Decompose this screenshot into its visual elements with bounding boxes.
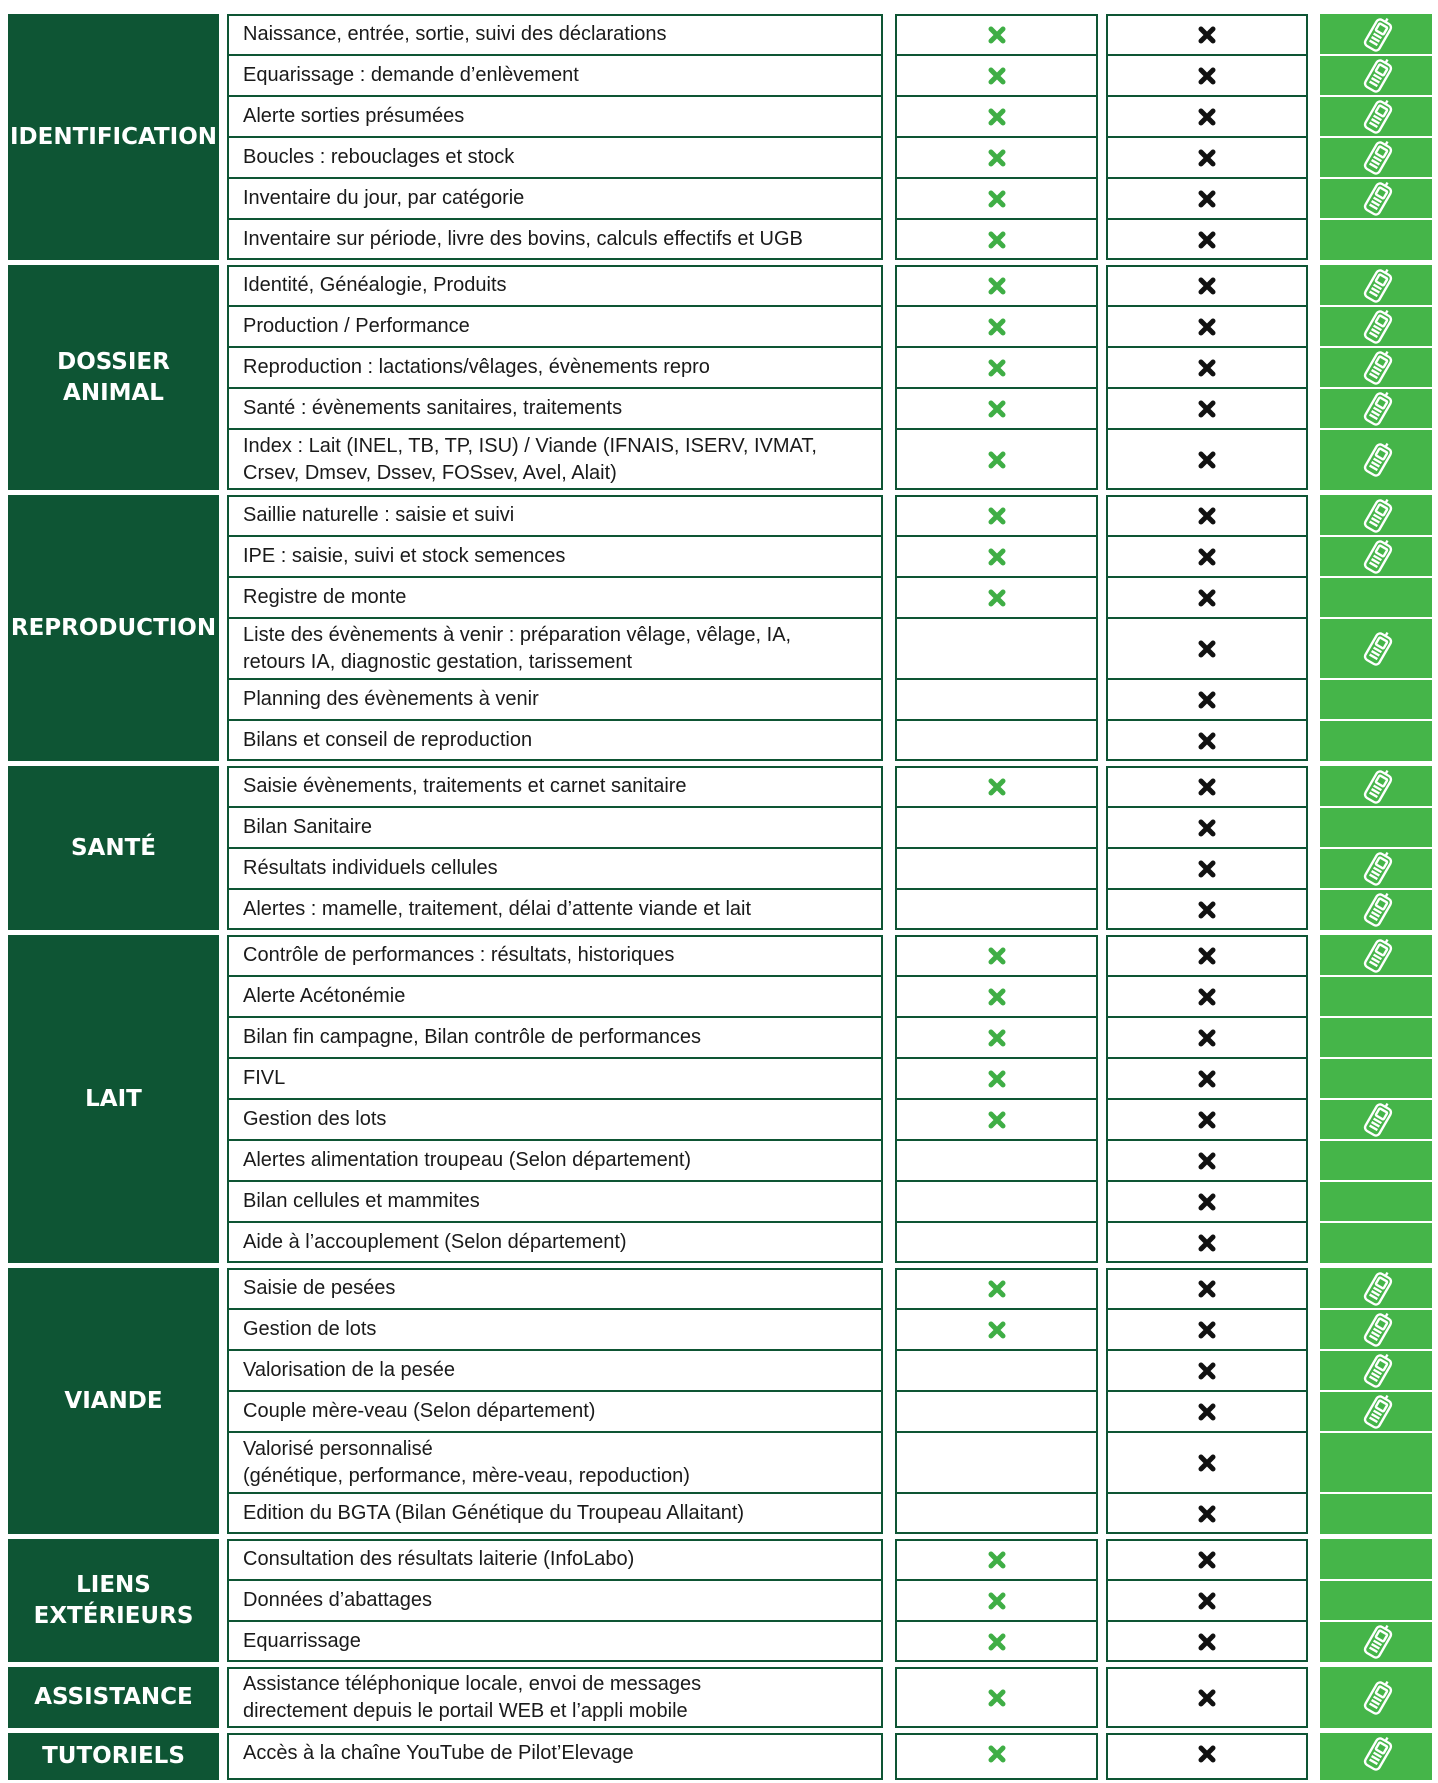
- row-divider: [895, 1349, 1098, 1351]
- row-divider: [1320, 719, 1432, 721]
- black-cross-icon: [1195, 1493, 1219, 1534]
- black-cross-icon: [1195, 1733, 1219, 1774]
- black-cross-icon: [1195, 766, 1219, 807]
- black-cross-icon: [1195, 536, 1219, 577]
- green-cross-icon: [985, 1667, 1009, 1728]
- black-cross-icon: [1195, 1580, 1219, 1621]
- green-cross-icon: [985, 219, 1009, 260]
- green-cross-icon: [985, 1733, 1009, 1774]
- black-cross-icon: [1195, 96, 1219, 137]
- feature-label: Couple mère-veau (Selon département): [243, 1400, 596, 1422]
- black-cross-icon: [1195, 1140, 1219, 1181]
- row-divider: [895, 678, 1098, 680]
- feature-label: Inventaire sur période, livre des bovins, calculs effectifs et UGB: [243, 228, 803, 250]
- black-cross-icon: [1195, 306, 1219, 347]
- green-cross-icon: [985, 1539, 1009, 1580]
- feature-label: Saillie naturelle : saisie et suivi: [243, 504, 515, 526]
- black-cross-icon: [1195, 1058, 1219, 1099]
- black-cross-icon: [1195, 1432, 1219, 1493]
- green-cross-icon: [985, 976, 1009, 1017]
- feature-label: Production / Performance: [243, 315, 470, 337]
- green-cross-icon: [985, 306, 1009, 347]
- green-cross-icon: [985, 388, 1009, 429]
- feature-label: Boucles : rebouclages et stock: [243, 146, 515, 168]
- row-divider: [1320, 1431, 1432, 1433]
- category-cell: [8, 766, 219, 930]
- black-cross-icon: [1195, 14, 1219, 55]
- black-cross-icon: [1195, 720, 1219, 761]
- row-divider: [1320, 1016, 1432, 1018]
- category-label: SANTÉ: [70, 834, 156, 861]
- mobile-phone-icon: [1359, 495, 1397, 536]
- feature-label: Valorisé personnalisé (génétique, performance, mère-veau, repoduction): [243, 1437, 690, 1487]
- feature-label: Index : Lait (INEL, TB, TP, ISU) / Viande (IFNAIS, ISERV, IVMAT, Crsev, Dmsev, Dssev, FOSsev, Avel, Alait): [243, 434, 817, 484]
- feature-label: Saisie de pesées: [243, 1277, 396, 1299]
- feature-label: Valorisation de la pesée: [243, 1359, 455, 1381]
- row-divider: [895, 1139, 1098, 1141]
- green-cross-icon: [985, 1017, 1009, 1058]
- mobile-phone-icon: [1359, 848, 1397, 889]
- feature-label: Identité, Généalogie, Produits: [243, 274, 507, 296]
- green-cross-icon: [985, 137, 1009, 178]
- green-cross-icon: [985, 178, 1009, 219]
- mobile-phone-icon: [1359, 1350, 1397, 1391]
- black-cross-icon: [1195, 495, 1219, 536]
- feature-label: Bilan fin campagne, Bilan contrôle de performances: [243, 1026, 702, 1048]
- mobile-phone-icon: [1359, 1309, 1397, 1350]
- mobile-phone-icon: [1359, 618, 1397, 679]
- green-cross-icon: [985, 935, 1009, 976]
- mobile-phone-icon: [1359, 96, 1397, 137]
- black-cross-icon: [1195, 429, 1219, 490]
- green-cross-icon: [985, 766, 1009, 807]
- black-cross-icon: [1195, 1667, 1219, 1728]
- black-cross-icon: [1195, 577, 1219, 618]
- category-cell: [8, 14, 219, 260]
- mobile-phone-icon: [1359, 306, 1397, 347]
- mobile-phone-icon: [1359, 1621, 1397, 1662]
- black-cross-icon: [1195, 1350, 1219, 1391]
- green-cross-icon: [985, 1309, 1009, 1350]
- green-cross-icon: [985, 265, 1009, 306]
- mobile-phone-icon: [1359, 1391, 1397, 1432]
- row-divider: [895, 719, 1098, 721]
- mobile-phone-icon: [1359, 55, 1397, 96]
- feature-label: Inventaire du jour, par catégorie: [243, 187, 525, 209]
- category-cell: [8, 1268, 219, 1534]
- feature-label: Bilan Sanitaire: [243, 816, 372, 838]
- mobile-phone-icon: [1359, 1268, 1397, 1309]
- black-cross-icon: [1195, 1268, 1219, 1309]
- feature-label: Résultats individuels cellules: [243, 857, 498, 879]
- black-cross-icon: [1195, 976, 1219, 1017]
- category-cell: [8, 495, 219, 761]
- feature-label: Equarrissage: [243, 1630, 361, 1652]
- row-divider: [1320, 1180, 1432, 1182]
- black-cross-icon: [1195, 935, 1219, 976]
- row-divider: [1320, 1492, 1432, 1494]
- green-cross-icon: [985, 1268, 1009, 1309]
- feature-label: Planning des évènements à venir: [243, 688, 539, 710]
- feature-label: Bilans et conseil de reproduction: [243, 729, 533, 751]
- black-cross-icon: [1195, 1181, 1219, 1222]
- category-label: LIENS EXTÉRIEURS: [33, 1571, 194, 1629]
- black-cross-icon: [1195, 219, 1219, 260]
- row-divider: [895, 806, 1098, 808]
- green-cross-icon: [985, 1580, 1009, 1621]
- green-cross-icon: [985, 55, 1009, 96]
- feature-label: Santé : évènements sanitaires, traitements: [243, 397, 623, 419]
- green-cross-icon: [985, 1099, 1009, 1140]
- row-divider: [895, 1492, 1098, 1494]
- row-divider: [895, 617, 1098, 619]
- black-cross-icon: [1195, 1099, 1219, 1140]
- mobile-phone-icon: [1359, 429, 1397, 490]
- category-label: IDENTIFICATION: [9, 123, 218, 150]
- feature-label: Aide à l’accouplement (Selon département): [243, 1231, 627, 1253]
- feature-label: Gestion des lots: [243, 1108, 387, 1130]
- feature-label: Alertes alimentation troupeau (Selon département): [243, 1149, 692, 1171]
- black-cross-icon: [1195, 388, 1219, 429]
- category-cell: [8, 935, 219, 1263]
- feature-label: Alerte sorties présumées: [243, 105, 465, 127]
- green-cross-icon: [985, 1621, 1009, 1662]
- black-cross-icon: [1195, 618, 1219, 679]
- row-divider: [895, 1221, 1098, 1223]
- row-divider: [895, 1431, 1098, 1433]
- black-cross-icon: [1195, 1017, 1219, 1058]
- black-cross-icon: [1195, 1222, 1219, 1263]
- green-cross-icon: [985, 96, 1009, 137]
- green-cross-icon: [985, 1058, 1009, 1099]
- mobile-phone-icon: [1359, 1733, 1397, 1774]
- mobile-phone-icon: [1359, 265, 1397, 306]
- green-cross-icon: [985, 495, 1009, 536]
- row-divider: [1320, 576, 1432, 578]
- black-cross-icon: [1195, 1539, 1219, 1580]
- category-label: DOSSIER ANIMAL: [57, 348, 170, 406]
- mobile-phone-icon: [1359, 536, 1397, 577]
- category-cell: [8, 1667, 219, 1728]
- mobile-phone-icon: [1359, 137, 1397, 178]
- feature-label: Registre de monte: [243, 586, 407, 608]
- row-divider: [1320, 1057, 1432, 1059]
- feature-label: Assistance téléphonique locale, envoi de messages directement depuis le portail WEB et l’appli mobile: [243, 1672, 702, 1722]
- feature-label: Edition du BGTA (Bilan Génétique du Troupeau Allaitant): [243, 1502, 745, 1524]
- mobile-phone-icon: [1359, 388, 1397, 429]
- feature-label: Alerte Acétonémie: [243, 985, 406, 1007]
- black-cross-icon: [1195, 1391, 1219, 1432]
- green-cross-icon: [985, 347, 1009, 388]
- mobile-phone-icon: [1359, 889, 1397, 930]
- green-cross-icon: [985, 14, 1009, 55]
- black-cross-icon: [1195, 889, 1219, 930]
- feature-label: Contrôle de performances : résultats, historiques: [243, 944, 675, 966]
- black-cross-icon: [1195, 679, 1219, 720]
- green-cross-icon: [985, 536, 1009, 577]
- mobile-phone-icon: [1359, 178, 1397, 219]
- category-cell: [8, 265, 219, 490]
- mobile-phone-icon: [1359, 347, 1397, 388]
- black-cross-icon: [1195, 1621, 1219, 1662]
- row-divider: [1320, 218, 1432, 220]
- feature-label: IPE : saisie, suivi et stock semences: [243, 545, 566, 567]
- row-divider: [1320, 975, 1432, 977]
- feature-label: Accès à la chaîne YouTube de Pilot’Elevage: [243, 1742, 634, 1764]
- black-cross-icon: [1195, 55, 1219, 96]
- category-label: REPRODUCTION: [10, 614, 217, 641]
- category-label: LAIT: [85, 1085, 142, 1112]
- row-divider: [1320, 806, 1432, 808]
- row-divider: [895, 1180, 1098, 1182]
- mobile-phone-icon: [1359, 766, 1397, 807]
- row-divider: [1320, 1139, 1432, 1141]
- category-cell: [8, 1733, 219, 1780]
- feature-label: Gestion de lots: [243, 1318, 377, 1340]
- row-divider: [895, 847, 1098, 849]
- feature-label: FIVL: [243, 1067, 286, 1089]
- feature-label: Consultation des résultats laiterie (InfoLabo): [243, 1548, 635, 1570]
- category-label: VIANDE: [64, 1387, 163, 1414]
- category-label: ASSISTANCE: [34, 1684, 193, 1710]
- feature-label: Liste des évènements à venir : préparation vêlage, vêlage, IA, retours IA, diagnostic gestation, tarissement: [243, 623, 792, 673]
- feature-label: Reproduction : lactations/vêlages, évènements repro: [243, 356, 710, 378]
- row-divider: [1320, 1221, 1432, 1223]
- black-cross-icon: [1195, 807, 1219, 848]
- feature-label: Données d’abattages: [243, 1589, 433, 1611]
- feature-label: Saisie évènements, traitements et carnet sanitaire: [243, 775, 687, 797]
- category-cell: [8, 1539, 219, 1662]
- black-cross-icon: [1195, 137, 1219, 178]
- row-divider: [1320, 678, 1432, 680]
- feature-label: Naissance, entrée, sortie, suivi des déclarations: [243, 23, 667, 45]
- green-cross-icon: [985, 429, 1009, 490]
- mobile-phone-icon: [1359, 1667, 1397, 1728]
- feature-label: Alertes : mamelle, traitement, délai d’attente viande et lait: [243, 898, 752, 920]
- feature-label: Bilan cellules et mammites: [243, 1190, 480, 1212]
- row-divider: [895, 888, 1098, 890]
- row-divider: [1320, 1579, 1432, 1581]
- mobile-phone-icon: [1359, 935, 1397, 976]
- black-cross-icon: [1195, 347, 1219, 388]
- black-cross-icon: [1195, 1309, 1219, 1350]
- category-label: TUTORIELS: [42, 1743, 185, 1769]
- mobile-phone-icon: [1359, 14, 1397, 55]
- green-cross-icon: [985, 577, 1009, 618]
- black-cross-icon: [1195, 178, 1219, 219]
- black-cross-icon: [1195, 265, 1219, 306]
- row-divider: [895, 1390, 1098, 1392]
- feature-label: Equarissage : demande d’enlèvement: [243, 64, 579, 86]
- mobile-phone-icon: [1359, 1099, 1397, 1140]
- black-cross-icon: [1195, 848, 1219, 889]
